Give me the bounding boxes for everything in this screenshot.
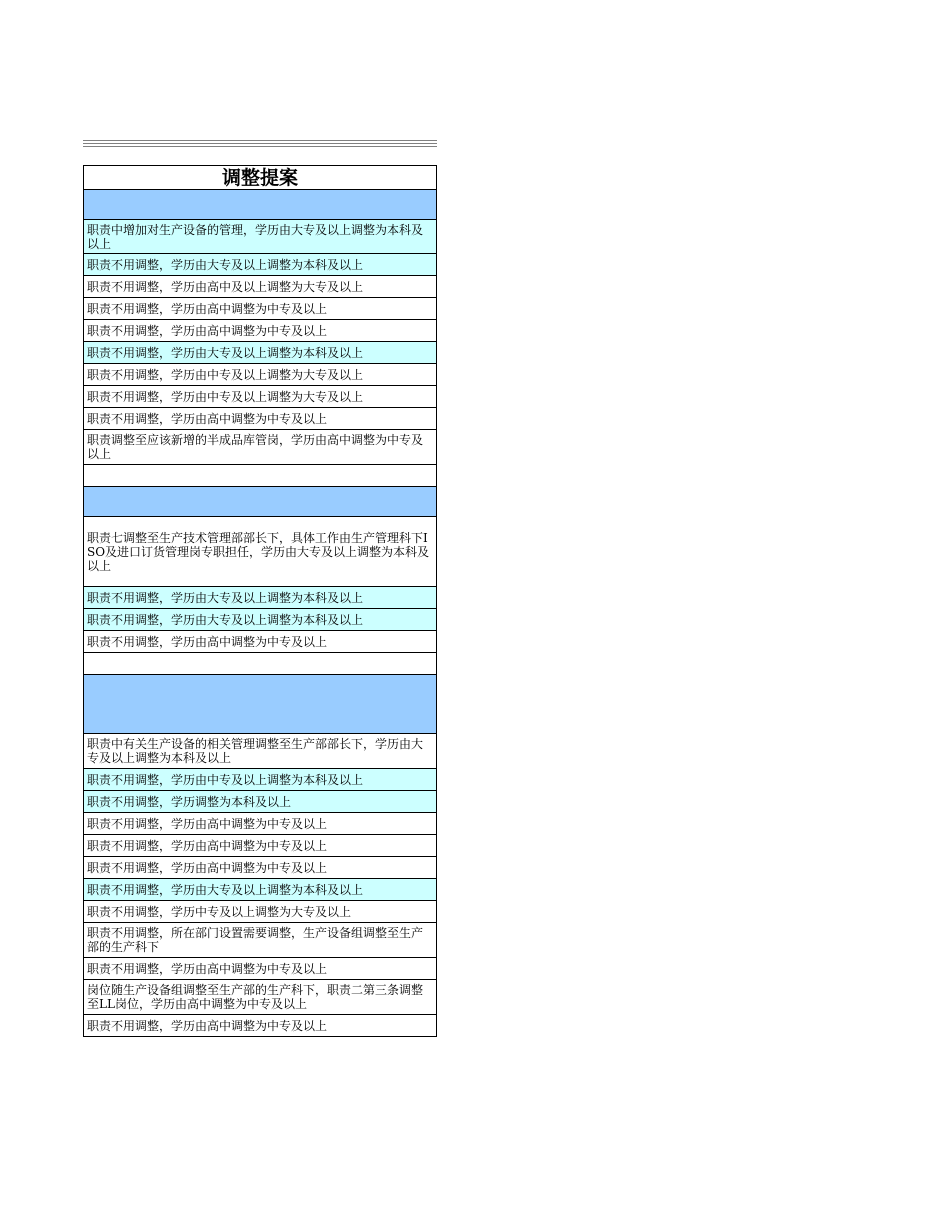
proposal-cell[interactable]: 职责不用调整，学历由高中调整为中专及以上	[84, 298, 437, 320]
table-row	[84, 653, 437, 675]
proposal-cell[interactable]	[84, 465, 437, 487]
table-row	[84, 1015, 437, 1037]
table-row	[84, 408, 437, 430]
table-row	[84, 879, 437, 901]
table-row	[84, 769, 437, 791]
proposal-cell[interactable]: 职责不用调整，学历由高中调整为中专及以上	[84, 1015, 437, 1037]
table-row	[84, 609, 437, 631]
proposal-cell[interactable]: 职责不用调整，学历由高中及以上调整为大专及以上	[84, 276, 437, 298]
proposal-cell[interactable]: 职责不用调整，学历由中专及以上调整为大专及以上	[84, 364, 437, 386]
proposal-cell[interactable]	[84, 487, 437, 517]
proposal-cell[interactable]: 职责不用调整，学历由中专及以上调整为本科及以上	[84, 769, 437, 791]
proposal-cell[interactable]: 职责不用调整，学历由高中调整为中专及以上	[84, 631, 437, 653]
proposal-cell[interactable]: 职责不用调整，学历由高中调整为中专及以上	[84, 408, 437, 430]
table-row	[84, 517, 437, 587]
proposal-cell[interactable]: 职责不用调整，学历由大专及以上调整为本科及以上	[84, 587, 437, 609]
table-row	[84, 190, 437, 220]
table-row	[84, 923, 437, 958]
header-row	[84, 166, 437, 190]
table-row	[84, 587, 437, 609]
header-double-rule	[83, 140, 437, 141]
table-row	[84, 298, 437, 320]
proposal-cell[interactable]: 职责不用调整，学历由高中调整为中专及以上	[84, 857, 437, 879]
table-row	[84, 734, 437, 769]
header-double-rule	[83, 146, 437, 147]
table-row	[84, 901, 437, 923]
table-row	[84, 813, 437, 835]
table-row	[84, 342, 437, 364]
proposal-cell[interactable]: 职责不用调整，学历由大专及以上调整为本科及以上	[84, 609, 437, 631]
adjustment-proposal-table	[83, 165, 437, 1037]
proposal-cell[interactable]: 职责不用调整，学历由大专及以上调整为本科及以上	[84, 879, 437, 901]
table-row	[84, 958, 437, 980]
proposal-cell[interactable]: 职责不用调整，学历由高中调整为中专及以上	[84, 958, 437, 980]
proposal-cell[interactable]: 职责不用调整，学历由大专及以上调整为本科及以上	[84, 342, 437, 364]
table-row	[84, 857, 437, 879]
proposal-cell[interactable]: 职责中有关生产设备的相关管理调整至生产部部长下，学历由大专及以上调整为本科及以上	[84, 734, 437, 769]
header-double-rule	[83, 143, 437, 144]
proposal-cell[interactable]: 职责七调整至生产技术管理部部长下，具体工作由生产管理科下ISO及进口订货管理岗专职担任，学历由大专及以上调整为本科及以上	[84, 517, 437, 587]
proposal-cell[interactable]: 职责不用调整，学历由高中调整为中专及以上	[84, 813, 437, 835]
table-row	[84, 835, 437, 857]
table-row	[84, 675, 437, 734]
table-row	[84, 320, 437, 342]
proposal-cell[interactable]: 职责中增加对生产设备的管理，学历由大专及以上调整为本科及以上	[84, 220, 437, 254]
table-row	[84, 980, 437, 1015]
table-row	[84, 386, 437, 408]
proposal-cell[interactable]: 职责不用调整，学历中专及以上调整为大专及以上	[84, 901, 437, 923]
table-row	[84, 276, 437, 298]
proposal-cell[interactable]: 职责不用调整，学历由中专及以上调整为大专及以上	[84, 386, 437, 408]
proposal-cell[interactable]	[84, 653, 437, 675]
table-row	[84, 430, 437, 465]
table-row	[84, 220, 437, 254]
proposal-cell[interactable]	[84, 675, 437, 734]
table-row	[84, 465, 437, 487]
table-row	[84, 791, 437, 813]
proposal-cell[interactable]: 职责不用调整，学历由高中调整为中专及以上	[84, 835, 437, 857]
table-body	[84, 166, 437, 1037]
proposal-cell[interactable]	[84, 190, 437, 220]
table-row	[84, 487, 437, 517]
proposal-cell[interactable]: 职责不用调整，学历由高中调整为中专及以上	[84, 320, 437, 342]
table-row	[84, 364, 437, 386]
table-row	[84, 254, 437, 276]
column-header-adjustment-proposal[interactable]: 调整提案	[84, 166, 437, 190]
proposal-cell[interactable]: 职责不用调整，学历调整为本科及以上	[84, 791, 437, 813]
proposal-cell[interactable]: 职责调整至应该新增的半成品库管岗，学历由高中调整为中专及以上	[84, 430, 437, 465]
table-row	[84, 631, 437, 653]
proposal-cell[interactable]: 岗位随生产设备组调整至生产部的生产科下，职责二第三条调整至LL岗位，学历由高中调整为中专及以上	[84, 980, 437, 1015]
proposal-cell[interactable]: 职责不用调整，学历由大专及以上调整为本科及以上	[84, 254, 437, 276]
proposal-cell[interactable]: 职责不用调整，所在部门设置需要调整，生产设备组调整至生产部的生产科下	[84, 923, 437, 958]
